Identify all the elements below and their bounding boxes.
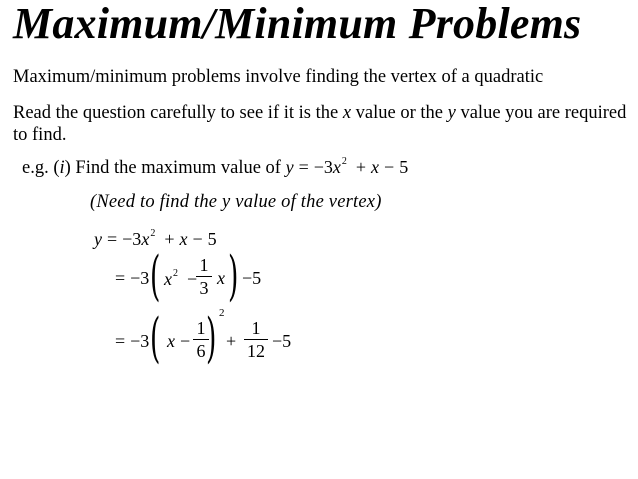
fraction-one-sixth: 1 6 xyxy=(193,318,209,361)
example-equation: $y = -3x^2 + x - 5$ xyxy=(285,156,409,177)
intro-text: Maximum/minimum problems involve finding the vertex of a quadratic xyxy=(13,67,544,87)
right-paren: ) xyxy=(228,245,239,307)
left-paren: ( xyxy=(150,307,161,369)
right-paren: ) xyxy=(206,307,217,369)
example-statement: e.g. (i) Find the maximum value of $y = -3x^2 + x - 5$ xyxy=(22,156,409,178)
note-text: (Need to find the y value of the vertex) xyxy=(90,192,382,212)
slide-title: Maximum/Minimum Problems xyxy=(13,0,582,48)
fraction-one-third: 1 3 xyxy=(196,255,212,298)
fraction-one-twelfth: 1 12 xyxy=(244,318,268,361)
step-line-1: $y = -3x^2 + x - 5$ xyxy=(94,228,217,249)
square-exponent: 2 xyxy=(219,307,225,319)
left-paren: ( xyxy=(150,245,161,307)
instruction-text: Read the question carefully to see if it is the x value or the y value you are required to find. xyxy=(13,103,627,145)
